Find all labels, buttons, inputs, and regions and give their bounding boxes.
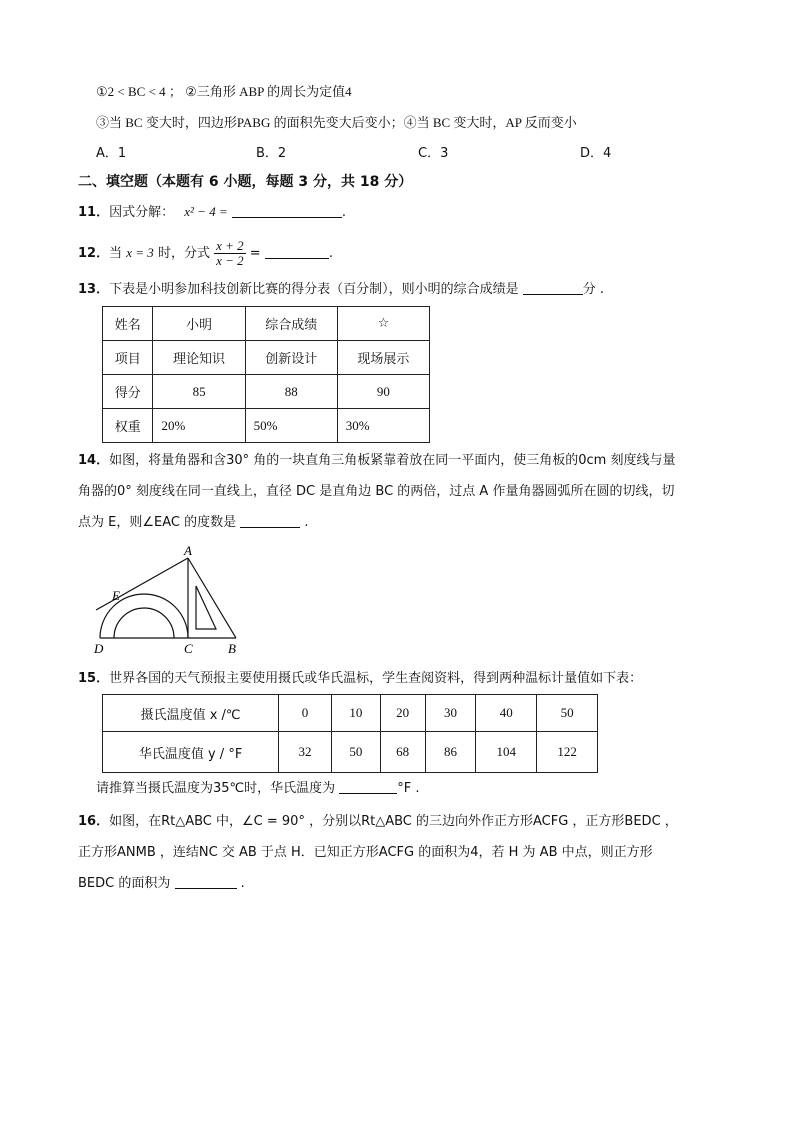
figure-inner-arc bbox=[114, 608, 174, 638]
table-cell: 10 bbox=[331, 695, 380, 732]
table-cell: 综合成绩 bbox=[245, 307, 337, 341]
figure-label-d: D bbox=[94, 641, 104, 656]
q15-tail-2: °F . bbox=[397, 781, 420, 796]
question-14-line-2: 角器的0° 刻度线在同一直线上，直径 DC 是直角边 BC 的两倍，过点 A 作量角器圆弧所在圆的切线，切 bbox=[78, 484, 675, 499]
q13-tail: 分 . bbox=[582, 282, 605, 297]
q13-number: 13． bbox=[78, 282, 110, 297]
figure-label-e: E bbox=[112, 588, 120, 603]
table-cell: 86 bbox=[425, 732, 476, 773]
q10-statement-1a: ①2 < BC < 4 ； bbox=[96, 84, 182, 99]
table-row bbox=[103, 375, 430, 409]
table-cell: 理论知识 bbox=[153, 341, 245, 375]
q14-answer-blank[interactable] bbox=[240, 513, 300, 528]
question-16-line-3 bbox=[78, 874, 245, 894]
q14-number: 14． bbox=[78, 453, 110, 468]
q15-text: 世界各国的天气预报主要使用摄氏或华氏温标，学生查阅资料，得到两种温标计量值如下表： bbox=[109, 671, 643, 686]
q15-tail-1: 请推算当摄氏温度为35℃时，华氏温度为 bbox=[96, 781, 336, 796]
table-cell: 项目 bbox=[103, 341, 153, 375]
table-cell: 30% bbox=[337, 409, 429, 443]
table-cell: 32 bbox=[279, 732, 332, 773]
table-cell: 50% bbox=[245, 409, 337, 443]
question-14-line-3 bbox=[78, 513, 309, 533]
table-row bbox=[103, 307, 430, 341]
q11-answer-blank[interactable] bbox=[232, 203, 342, 218]
figure-tangent-line bbox=[96, 558, 188, 610]
table-cell: 50 bbox=[537, 695, 598, 732]
table-cell: 68 bbox=[380, 732, 425, 773]
table-cell: 小明 bbox=[153, 307, 245, 341]
q16-answer-blank[interactable] bbox=[175, 874, 237, 889]
q14-text-1: 如图，将量角器和含30° 角的一块直角三角板紧靠着放在同一平面内，使三角板的0cm 刻度线与量 bbox=[109, 453, 676, 468]
figure-triangle-inner bbox=[196, 586, 216, 629]
table-row bbox=[103, 409, 430, 443]
table-cell: 40 bbox=[476, 695, 537, 732]
table-cell: 创新设计 bbox=[245, 341, 337, 375]
question-16-line-2: 正方形ANMB ，连结NC 交 AB 于点 H．已知正方形ACFG 的面积为4，若 H 为 AB 中点，则正方形 bbox=[78, 845, 653, 860]
table-cell: 20 bbox=[380, 695, 425, 732]
q10-option-d: D．4 bbox=[580, 146, 612, 161]
q15-answer-blank[interactable] bbox=[339, 779, 397, 794]
q12-condition: x = 3 bbox=[126, 245, 154, 260]
question-12 bbox=[78, 238, 333, 269]
q10-option-b: B．2 bbox=[256, 146, 287, 161]
q13-answer-blank[interactable] bbox=[523, 280, 583, 295]
q11-end: . bbox=[341, 205, 346, 220]
q12-text-1: 当 bbox=[109, 246, 123, 261]
q12-fraction bbox=[214, 239, 246, 268]
q13-text: 下表是小明参加科技创新比赛的得分表（百分制），则小明的综合成绩是 bbox=[109, 282, 519, 297]
q15-number: 15． bbox=[78, 671, 110, 686]
table-cell: 85 bbox=[153, 375, 245, 409]
protractor-triangle-figure bbox=[90, 542, 250, 657]
question-15-tail bbox=[96, 779, 420, 799]
table-row-label: 华氏温度值 y / °F bbox=[103, 732, 279, 773]
table-cell: 现场展示 bbox=[337, 341, 429, 375]
q10-option-a: A．1 bbox=[96, 146, 127, 161]
table-cell: 88 bbox=[245, 375, 337, 409]
q12-fraction-denominator: x − 2 bbox=[216, 253, 244, 268]
q16-number: 16． bbox=[78, 814, 110, 829]
table-row bbox=[103, 732, 598, 773]
q12-text-2: 时，分式 bbox=[157, 246, 210, 261]
table-cell: 104 bbox=[476, 732, 537, 773]
figure-triangle-side-ab bbox=[188, 558, 236, 638]
table-cell: 权重 bbox=[103, 409, 153, 443]
temperature-table bbox=[102, 694, 598, 773]
q12-end: . bbox=[328, 246, 333, 261]
figure-label-c: C bbox=[184, 641, 193, 656]
question-11 bbox=[78, 202, 346, 223]
q16-text-3: BEDC 的面积为 bbox=[78, 876, 171, 891]
section-title: 二、填空题（本题有 6 小题，每题 3 分，共 18 分） bbox=[78, 174, 413, 190]
q11-number: 11． bbox=[78, 205, 110, 220]
table-row-label: 摄氏温度值 x /℃ bbox=[103, 695, 279, 732]
question-16-line-1 bbox=[78, 812, 678, 832]
q12-number: 12． bbox=[78, 246, 110, 261]
question-13 bbox=[78, 280, 604, 300]
score-table bbox=[102, 306, 430, 443]
table-cell: 0 bbox=[279, 695, 332, 732]
figure-label-b: B bbox=[228, 641, 236, 656]
figure-label-a: A bbox=[184, 543, 192, 558]
question-14-line-1 bbox=[78, 451, 675, 471]
table-row bbox=[103, 695, 598, 732]
q11-expression: x² − 4 = bbox=[184, 204, 228, 219]
q12-answer-blank[interactable] bbox=[265, 244, 329, 259]
table-cell: 122 bbox=[537, 732, 598, 773]
table-cell: 30 bbox=[425, 695, 476, 732]
q12-fraction-numerator: x + 2 bbox=[216, 238, 244, 253]
table-cell: 90 bbox=[337, 375, 429, 409]
q14-end: . bbox=[304, 515, 309, 530]
table-cell: 得分 bbox=[103, 375, 153, 409]
q10-statement-1 bbox=[96, 82, 352, 102]
q16-end: . bbox=[240, 876, 245, 891]
q11-text: 因式分解： bbox=[109, 205, 175, 220]
q12-equals: = bbox=[249, 246, 261, 261]
q10-statement-2: ②三角形 ABP 的周长为定值4 bbox=[185, 84, 352, 99]
q14-text-3: 点为 E，则∠EAC 的度数是 bbox=[78, 515, 237, 530]
table-row bbox=[103, 341, 430, 375]
q10-option-c: C．3 bbox=[418, 146, 449, 161]
q16-text-1: 如图，在Rt△ABC 中，∠C = 90° ，分别以Rt△ABC 的三边向外作正方形ACFG ，正方形BEDC ， bbox=[109, 814, 678, 829]
question-15 bbox=[78, 669, 642, 689]
q10-statement-3-4: ③当 BC 变大时，四边形PABG 的面积先变大后变小；④当 BC 变大时，AP 反而变小 bbox=[96, 115, 577, 130]
table-cell: 50 bbox=[331, 732, 380, 773]
table-cell: 20% bbox=[153, 409, 245, 443]
table-cell: ☆ bbox=[337, 307, 429, 341]
table-cell: 姓名 bbox=[103, 307, 153, 341]
